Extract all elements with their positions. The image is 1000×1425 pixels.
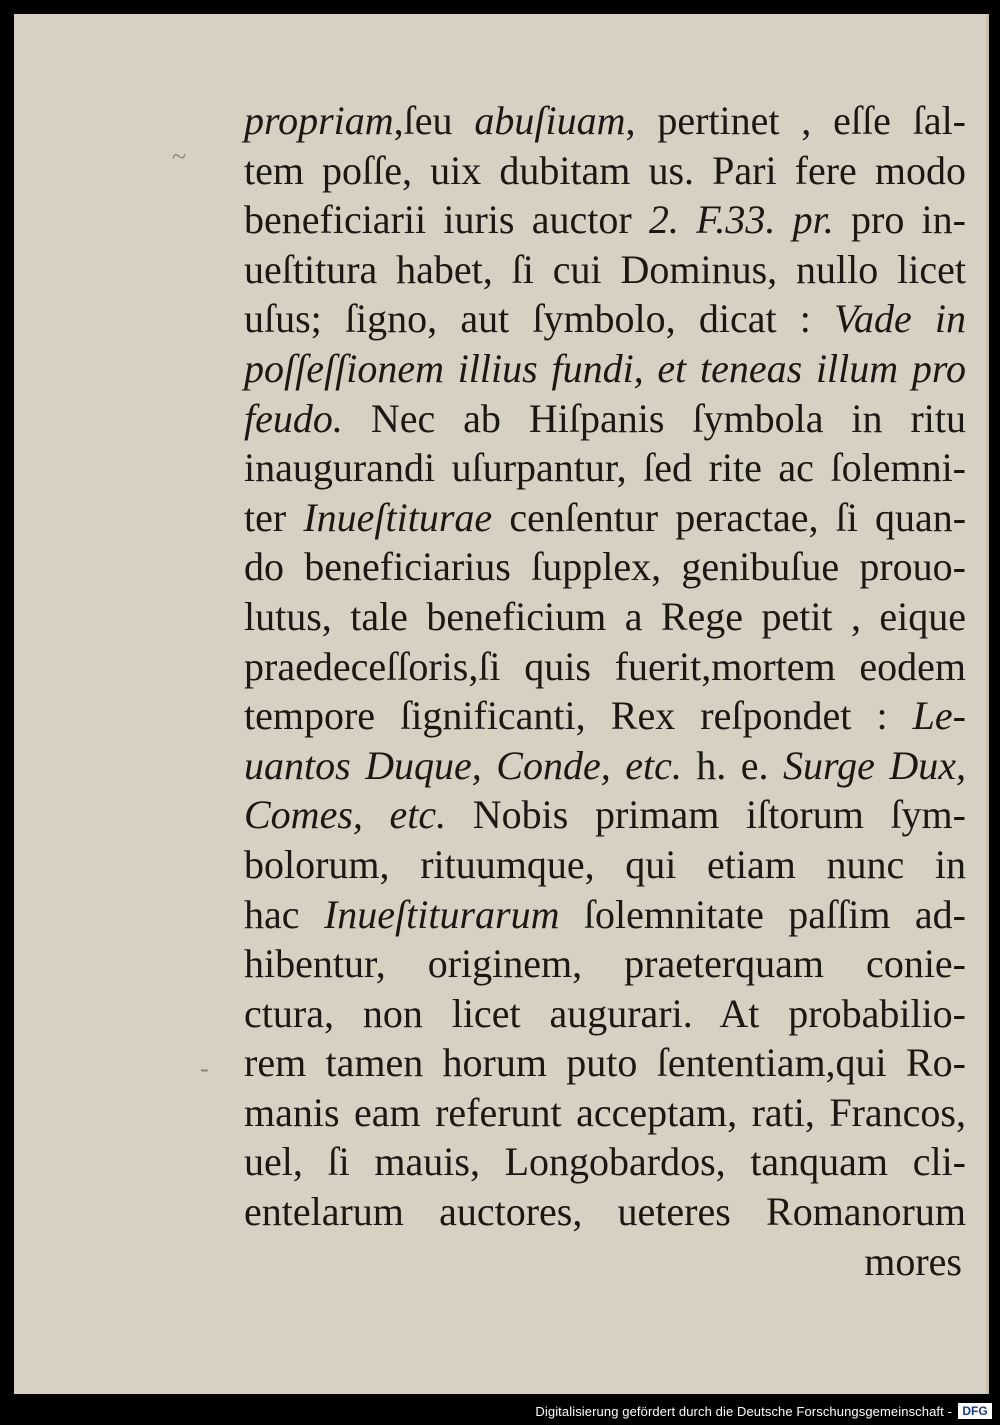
italic-text-run: uantos Duque, Conde, etc. <box>244 742 682 788</box>
italic-text-run: abuſiuam <box>474 98 626 143</box>
text-line <box>244 1088 966 1138</box>
text-line <box>244 146 966 196</box>
text-run: Nobis primam iſtorum ſym- <box>446 792 966 838</box>
italic-text-run: Comes, etc. <box>244 792 447 838</box>
text-run: pro in- <box>833 197 966 243</box>
italic-text-run: 2. F.33. pr. <box>648 197 834 243</box>
text-line <box>244 592 966 642</box>
text-run: ſolemnitate paſſim ad- <box>559 891 966 937</box>
margin-mark: - <box>200 1054 209 1083</box>
text-run: rem tamen horum puto ſententiam,qui Ro- <box>244 1040 966 1086</box>
text-line <box>244 96 966 146</box>
text-run: tempore ſignificanti, Rex reſpondet : <box>244 693 913 739</box>
text-run: lutus, tale beneficium a Rege petit , eique <box>244 593 966 639</box>
text-run: do beneficiarius ſupplex, genibuſue prouo- <box>244 544 966 590</box>
text-line <box>244 443 966 493</box>
text-run: entelarum auctores, ueteres Romanorum <box>244 1189 966 1235</box>
footer-credit-text: Digitalisierung gefördert durch die Deutsche Forschungsgemeinschaft - <box>535 1404 952 1419</box>
text-line <box>244 344 966 394</box>
text-run: ,ſeu <box>393 98 475 143</box>
text-line <box>244 741 966 791</box>
text-run: ctura, non licet augurari. At probabilio- <box>244 990 966 1036</box>
text-line <box>244 394 966 444</box>
text-run: hac <box>244 891 324 937</box>
text-line <box>244 642 966 692</box>
text-run: , pertinet , eſſe ſal- <box>625 98 966 143</box>
text-line <box>244 790 966 840</box>
text-run: h. e. <box>681 742 784 788</box>
text-line <box>244 195 966 245</box>
body-text <box>244 96 966 1286</box>
text-line <box>244 989 966 1039</box>
italic-text-run: feudo. <box>244 395 343 441</box>
text-line <box>244 890 966 940</box>
text-run: inaugurandi uſurpantur, ſed rite ac ſolemni- <box>244 445 966 491</box>
text-line <box>244 1187 966 1237</box>
italic-text-run: Inueſtiturae <box>303 494 493 540</box>
text-run: praedeceſſoris,ſi quis fuerit,mortem eodem <box>244 643 966 689</box>
text-run: ter <box>244 494 304 540</box>
text-run: uel, ſi mauis, Longobardos, tanquam cli- <box>244 1139 966 1185</box>
text-line <box>244 840 966 890</box>
italic-text-run: propriam <box>244 98 394 143</box>
text-line <box>244 691 966 741</box>
italic-text-run: Le- <box>912 693 966 739</box>
digitization-footer <box>0 1400 1000 1425</box>
italic-text-run: Inueſtiturarum <box>323 891 560 937</box>
text-line <box>244 1137 966 1187</box>
text-run: hibentur, originem, praeterquam conie- <box>244 941 966 987</box>
text-run: beneficiarii iuris auctor <box>244 197 649 243</box>
text-run: Nec ab Hiſpanis ſymbola in ritu <box>342 395 966 441</box>
text-line <box>244 542 966 592</box>
text-line <box>244 294 966 344</box>
text-line <box>244 939 966 989</box>
text-line <box>244 1038 966 1088</box>
text-run: bolorum, rituumque, qui etiam nunc in <box>244 841 966 887</box>
italic-text-run: Vade in <box>833 296 967 342</box>
catchword: mores <box>864 1238 962 1284</box>
italic-text-run: poſſeſſionem illius fundi, et teneas illum pro <box>244 345 966 391</box>
text-line <box>244 245 966 295</box>
margin-mark: ~ <box>172 142 187 171</box>
text-run: manis eam referunt acceptam, rati, Francos, <box>244 1089 966 1135</box>
italic-text-run: Surge Dux, <box>783 742 966 788</box>
text-run: tem poſſe, uix dubitam us. Pari fere modo <box>244 147 966 193</box>
text-line <box>244 493 966 543</box>
text-run: cenſentur peractae, ſi quan- <box>492 494 967 540</box>
text-run: uſus; ſigno, aut ſymbolo, dicat : <box>244 296 834 342</box>
text-run: ueſtitura habet, ſi cui Dominus, nullo licet <box>244 246 966 292</box>
dfg-logo: DFG <box>958 1403 992 1419</box>
